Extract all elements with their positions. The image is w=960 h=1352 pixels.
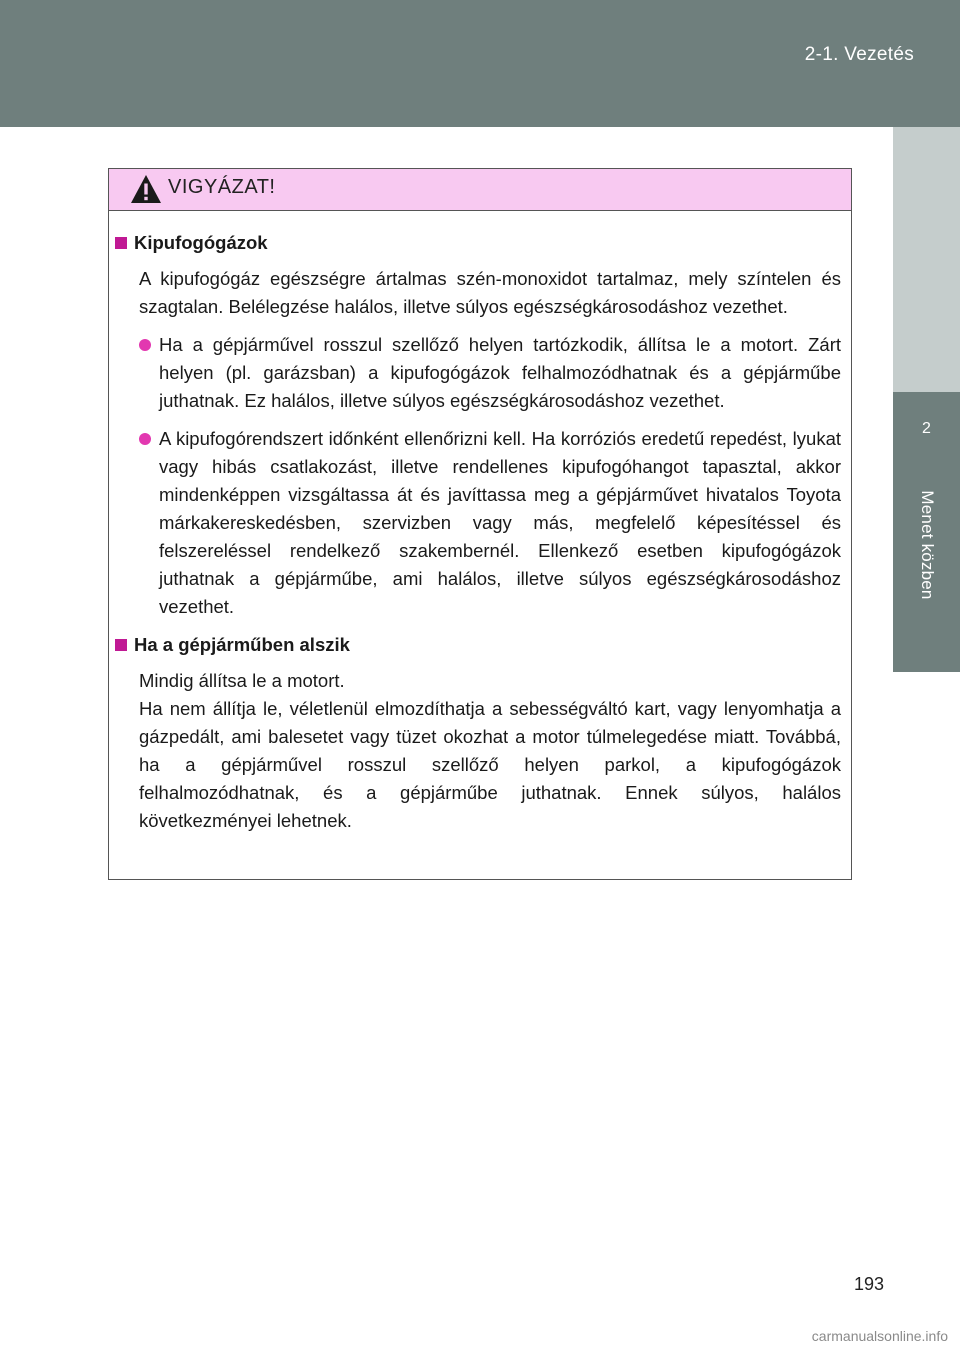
list-item — [139, 331, 841, 415]
caution-box — [108, 168, 852, 880]
side-tab-label: Menet közben — [918, 490, 937, 600]
side-tab-spacer — [893, 127, 960, 392]
caution-body — [109, 211, 851, 835]
list-item — [139, 425, 841, 621]
sleeping-line-1: Mindig állítsa le a motort. — [139, 670, 345, 691]
section-heading-sleeping — [115, 631, 841, 659]
page-number: 193 — [853, 1274, 884, 1294]
watermark: carmanualsonline.info — [811, 1328, 948, 1344]
warning-triangle-icon — [130, 174, 162, 204]
section-heading-exhaust — [115, 229, 841, 257]
list-item-text: A kipufogórendszert időnként ellenőrizni kell. Ha korróziós eredetű repedést, lyukat vagy hibás csatlakozást, illetve rendellenes kipufogóhangot tapasztal, akkor mindenképpen vizsgáltassa át és javíttassa meg a gépjárművet hivatalos Toyota márkakereskedésben, szervizben vagy más, megfelelő képesítéssel és felszereléssel rendelkező szakembernél. Ellenkező esetben kipufogógázok juthatnak a gépjárműbe, ami halálos, illetve súlyos egészségkárosodáshoz vezethet. — [159, 428, 841, 617]
heading-text: Kipufogógázok — [134, 232, 268, 253]
section-title: 2-1. Vezetés — [804, 44, 914, 65]
square-bullet-icon — [115, 639, 127, 651]
caution-title: VIGYÁZAT! — [168, 176, 276, 198]
sleeping-paragraph — [139, 667, 841, 835]
exhaust-paragraph: A kipufogógáz egészségre ártalmas szén-monoxidot tartalmaz, mely színtelen és szagtalan. Belélegzése halálos, illetve súlyos egészségkárosodáshoz vezethet. — [139, 268, 841, 317]
dot-bullet-icon — [139, 339, 151, 351]
dot-bullet-icon — [139, 433, 151, 445]
sleeping-line-2: Ha nem állítja le, véletlenül elmozdíthatja a sebességváltó kart, vagy lenyomhatja a gázpedált, ami balesetet vagy tüzet okozhat a motor túlmelegedése miatt. Továbbá, ha a gépjárművel rosszul szellőző helyen parkol, a kipufogógázok felhalmozódhatnak, és a gépjárműbe juthatnak. Ennek súlyos, halálos következményei lehetnek. — [139, 698, 841, 831]
square-bullet-icon — [115, 237, 127, 249]
caution-header — [109, 169, 851, 211]
list-item-text: Ha a gépjárművel rosszul szellőző helyen tartózkodik, állítsa le a motort. Zárt helyen (pl. garázsban) a kipufogógázok felhalmozódhatnak és a gépjárműbe juthatnak. Ez halálos, illetve súlyos egészségkárosodáshoz vezethet. — [159, 334, 841, 411]
side-tab-number: 2 — [922, 420, 931, 437]
heading-text: Ha a gépjárműben alszik — [134, 634, 350, 655]
